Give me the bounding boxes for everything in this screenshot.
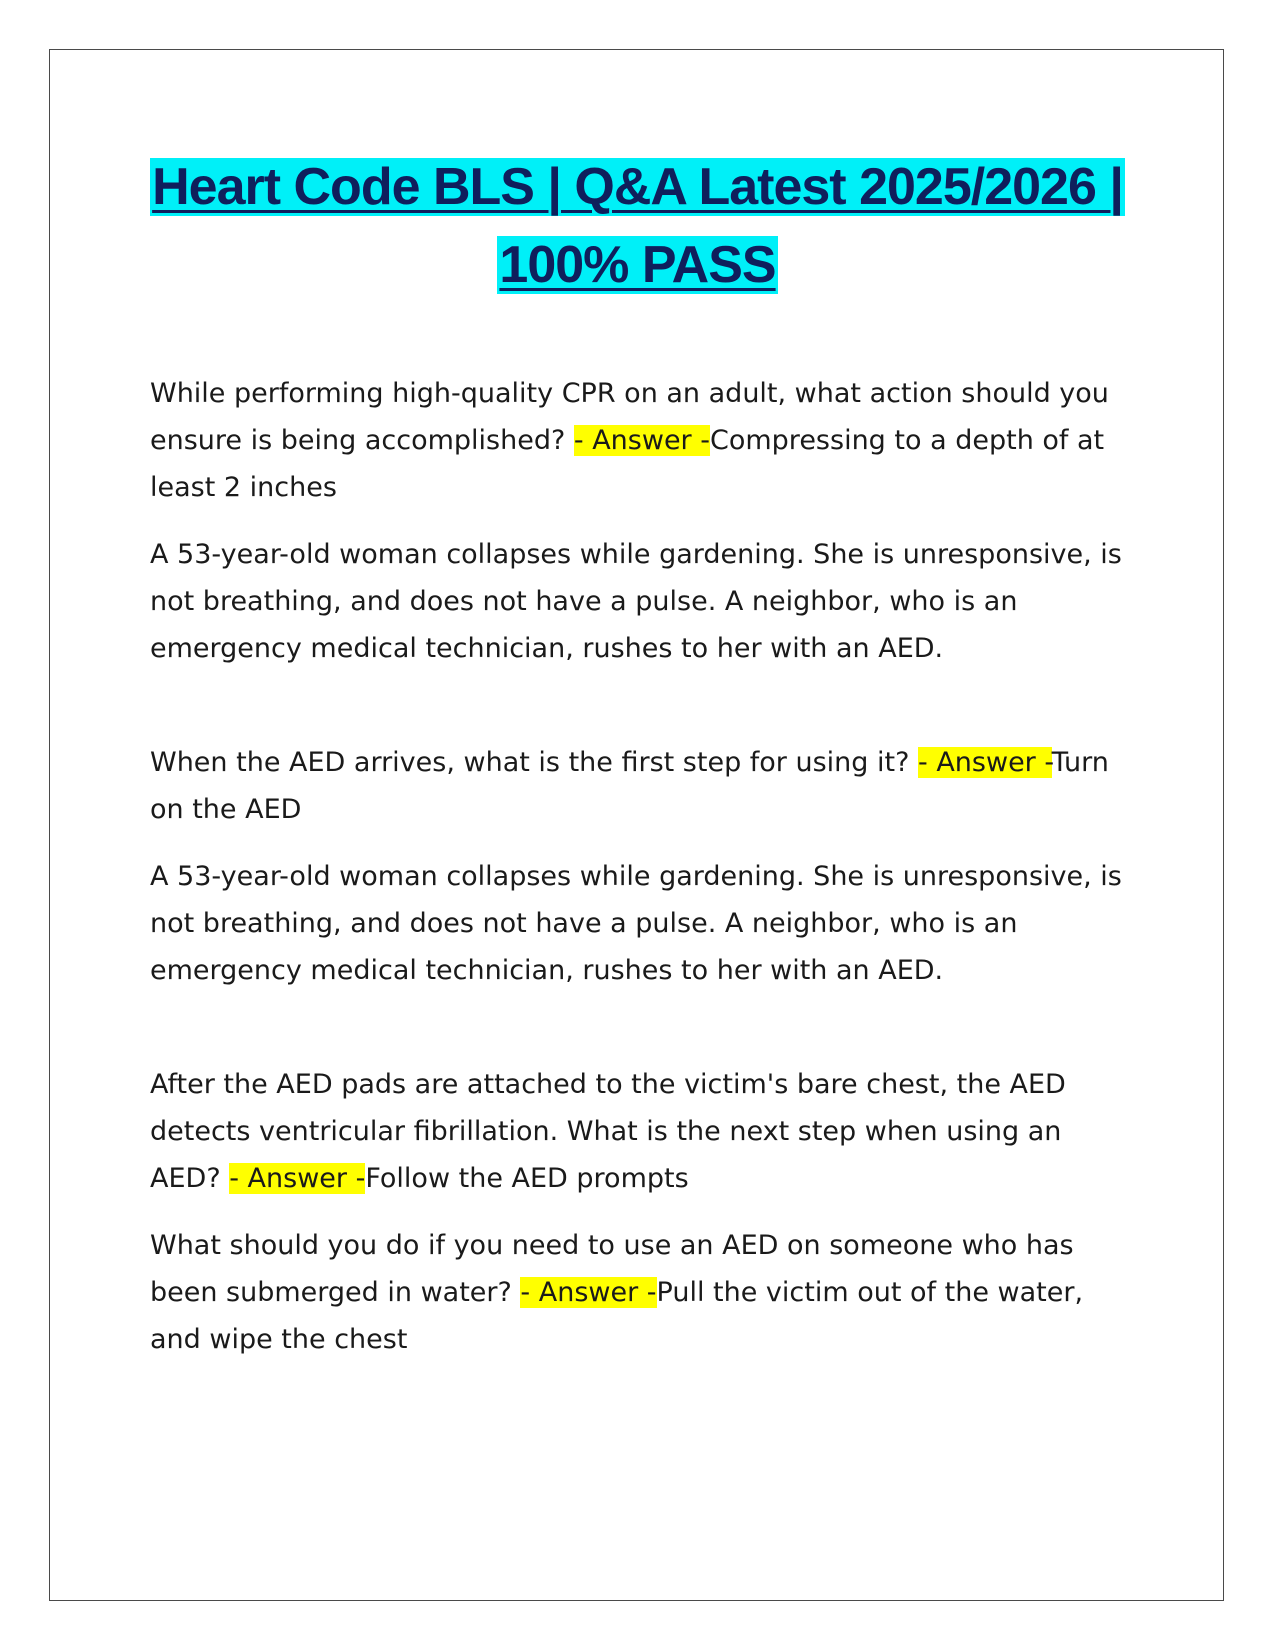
answer-marker: - Answer - — [520, 1277, 657, 1308]
scenario-1 — [150, 531, 1140, 672]
qa-item-1 — [150, 370, 1140, 511]
answer-marker: - Answer - — [918, 747, 1052, 778]
answer-text: Pull the victim out of the water, and wipe the chest — [150, 1277, 1084, 1355]
answer-text: Turn on the AED — [150, 747, 1109, 825]
scenario-2 — [150, 853, 1140, 994]
scenario-text: A 53-year-old woman collapses while gardening. She is unresponsive, is not breathing, and does not have a pulse. A neighbor, who is an emergency medical technician, rushes to her with an AED. — [150, 861, 1122, 986]
answer-text: Follow the AED prompts — [365, 1163, 689, 1194]
answer-text: Compressing to a depth of at least 2 inches — [150, 425, 1105, 503]
question-text: What should you do if you need to use an AED on someone who has been submerged in water? — [150, 1230, 1074, 1308]
scenario-text: A 53-year-old woman collapses while gardening. She is unresponsive, is not breathing, and does not have a pulse. A neighbor, who is an emergency medical technician, rushes to her with an AED. — [150, 539, 1122, 664]
qa-item-3 — [150, 1061, 1140, 1202]
qa-item-4 — [150, 1222, 1140, 1363]
document-title-text: Heart Code BLS | Q&A Latest 2025/2026 | 100% PASS — [152, 158, 1123, 294]
document-title — [100, 148, 1175, 304]
qa-content — [150, 370, 1140, 1383]
answer-marker: - Answer - — [229, 1163, 366, 1194]
qa-item-2 — [150, 739, 1140, 833]
answer-marker: - Answer - — [573, 425, 710, 456]
question-text: After the AED pads are attached to the victim's bare chest, the AED detects ventricular fibrillation. What is the next step when using an AED? — [150, 1069, 1066, 1194]
question-text: When the AED arrives, what is the first step for using it? — [150, 747, 919, 778]
question-text: While performing high-quality CPR on an adult, what action should you ensure is being accomplished? — [150, 378, 1109, 456]
